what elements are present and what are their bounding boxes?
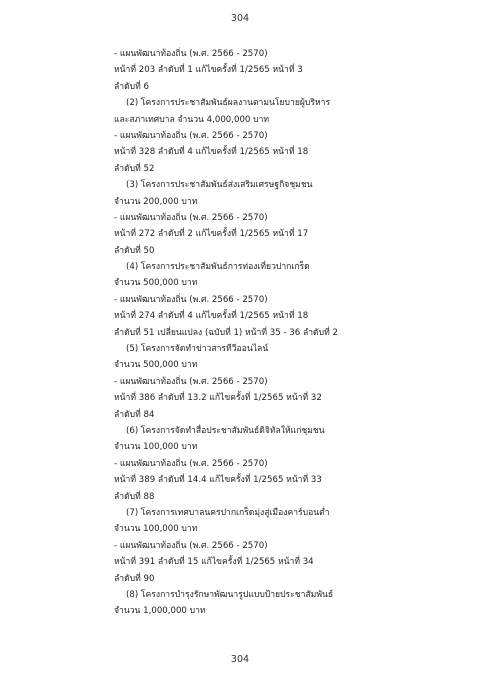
body-line: - แผนพัฒนาท้องถิ่น (พ.ศ. 2566 - 2570) [114, 376, 268, 387]
body-line: ลำดับที่ 50 [114, 245, 155, 256]
body-line: จำนวน 100,000 บาท [114, 442, 198, 453]
item-heading: (5) โครงการจัดทำข่าวสารทีวีออนไลน์ [126, 344, 269, 355]
body-line: - แผนพัฒนาท้องถิ่น (พ.ศ. 2566 - 2570) [114, 294, 268, 305]
body-line: - แผนพัฒนาท้องถิ่น (พ.ศ. 2566 - 2570) [114, 458, 268, 469]
body-line: หน้าที่ 389 ลำดับที่ 14.4 แก้ไขครั้งที่ 1/2565 หน้าที่ 33 [114, 475, 322, 486]
document-body [114, 46, 454, 620]
body-line: หน้าที่ 328 ลำดับที่ 4 แก้ไขครั้งที่ 1/2565 หน้าที่ 18 [114, 147, 309, 158]
body-line: ลำดับที่ 84 [114, 409, 155, 420]
body-line: ลำดับที่ 90 [114, 573, 155, 584]
item-heading: (4) โครงการประชาสัมพันธ์การท่องเที่ยวปากเกร็ด [126, 262, 310, 273]
body-line: จำนวน 100,000 บาท [114, 524, 198, 535]
body-line: - แผนพัฒนาท้องถิ่น (พ.ศ. 2566 - 2570) [114, 540, 268, 551]
item-heading: (7) โครงการเทศบาลนครปากเกร็ดมุ่งสู่เมืองคาร์บอนต่ำ [126, 507, 330, 518]
body-line: ลำดับที่ 6 [114, 81, 149, 92]
body-line: และสภาเทศบาล จำนวน 4,000,000 บาท [114, 114, 270, 125]
page-number-top: 304 [230, 13, 250, 24]
page-number-bottom: 304 [230, 654, 250, 665]
body-line: จำนวน 200,000 บาท [114, 196, 198, 207]
body-line: หน้าที่ 386 ลำดับที่ 13.2 แก้ไขครั้งที่ 1/2565 หน้าที่ 32 [114, 393, 322, 404]
item-heading: (3) โครงการประชาสัมพันธ์ส่งเสริมเศรษฐกิจชุมชน [126, 180, 313, 191]
body-line: หน้าที่ 272 ลำดับที่ 2 แก้ไขครั้งที่ 1/2565 หน้าที่ 17 [114, 229, 309, 240]
item-heading: (2) โครงการประชาสัมพันธ์ผลงานตามนโยบายผู้บริหาร [126, 98, 331, 109]
body-line: ลำดับที่ 88 [114, 491, 155, 502]
body-line: - แผนพัฒนาท้องถิ่น (พ.ศ. 2566 - 2570) [114, 49, 268, 59]
body-line: จำนวน 500,000 บาท [114, 278, 198, 289]
body-line: ลำดับที่ 51 เปลี่ยนแปลง (ฉบับที่ 1) หน้าที่ 35 - 36 ลำดับที่ 2 [114, 327, 338, 338]
body-line: หน้าที่ 274 ลำดับที่ 4 แก้ไขครั้งที่ 1/2565 หน้าที่ 18 [114, 311, 309, 322]
item-heading: (6) โครงการจัดทำสื่อประชาสัมพันธ์ดิจิทัลให้แก่ชุมชน [126, 425, 325, 436]
item-heading: (8) โครงการบำรุงรักษาพัฒนารูปแบบป้ายประชาสัมพันธ์ [126, 589, 334, 600]
body-line: - แผนพัฒนาท้องถิ่น (พ.ศ. 2566 - 2570) [114, 130, 268, 141]
body-line: - แผนพัฒนาท้องถิ่น (พ.ศ. 2566 - 2570) [114, 212, 268, 223]
body-line: จำนวน 500,000 บาท [114, 360, 198, 371]
body-line: ลำดับที่ 52 [114, 163, 155, 174]
body-line: หน้าที่ 203 ลำดับที่ 1 แก้ไขครั้งที่ 1/2565 หน้าที่ 3 [114, 65, 303, 76]
body-line: จำนวน 1,000,000 บาท [114, 606, 206, 617]
body-line: หน้าที่ 391 ลำดับที่ 15 แก้ไขครั้งที่ 1/2565 หน้าที่ 34 [114, 557, 314, 568]
